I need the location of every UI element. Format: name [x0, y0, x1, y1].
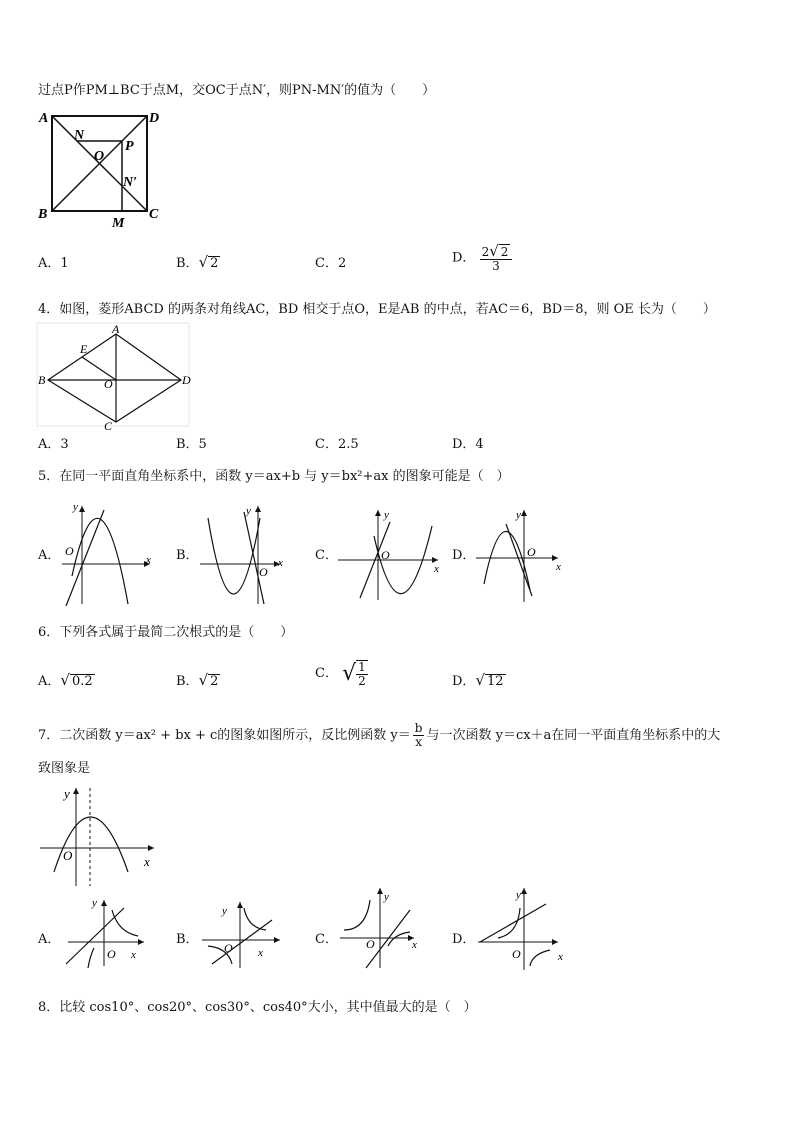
q7-stem-line2: 致图象是: [38, 761, 91, 776]
q3-square-figure: [36, 108, 166, 230]
q6-option-a[interactable]: A．√ 0.2: [38, 671, 93, 689]
label-N-prime: N′: [123, 175, 138, 190]
svg-text:x: x: [146, 554, 151, 566]
svg-text:y: y: [384, 509, 389, 521]
q3-option-a[interactable]: A．1: [38, 256, 69, 271]
q7-option-c[interactable]: C．: [315, 932, 338, 947]
label-O: O: [94, 149, 105, 164]
svg-text:O: O: [527, 545, 536, 559]
svg-text:y: y: [73, 501, 78, 513]
svg-text:O: O: [224, 941, 233, 955]
q6-option-b[interactable]: B．√ 2: [176, 671, 219, 689]
q7-graph-c: [336, 886, 426, 970]
q8-stem: 8．比较 cos10°、cos20°、cos30°、cos40°大小，其中值最大的是（ ）: [38, 1000, 477, 1015]
svg-text:O: O: [107, 947, 116, 961]
q3-option-c[interactable]: C．2: [315, 256, 347, 271]
q4-option-b[interactable]: B．5: [176, 437, 207, 452]
q5-option-d[interactable]: D．: [452, 548, 476, 563]
svg-text:x: x: [412, 939, 417, 951]
label-P: P: [125, 139, 134, 154]
svg-text:y: y: [246, 505, 251, 517]
q7-graph-a: [60, 896, 150, 968]
svg-text:O: O: [65, 544, 74, 558]
svg-text:y: y: [222, 905, 227, 917]
q6-option-d[interactable]: D．√ 12: [452, 671, 504, 689]
q6-stem: 6．下列各式属于最简二次根式的是（ ）: [38, 625, 294, 640]
svg-text:y: y: [64, 786, 70, 801]
svg-text:O: O: [512, 947, 521, 961]
svg-text:O: O: [381, 548, 390, 562]
label-A: A: [39, 111, 49, 126]
q5-graph-a: [58, 496, 158, 608]
svg-text:x: x: [258, 947, 263, 959]
svg-text:x: x: [131, 949, 136, 961]
q5-stem: 5．在同一平面直角坐标系中，函数 y＝ax+b 与 y＝bx²+ax 的图象可能是（ ）: [38, 469, 510, 484]
q6-option-c[interactable]: C． √ $\frac{1}{2}$: [315, 660, 366, 688]
q3-stem: 过点P作PM⊥BC于点M，交OC于点N′，则PN-MN′的值为（ ）: [38, 83, 436, 98]
svg-text:x: x: [144, 854, 150, 869]
q7-graph-b: [198, 898, 288, 970]
q5-graph-c: [336, 506, 446, 606]
q4-option-a[interactable]: A．3: [38, 437, 69, 452]
svg-text:y: y: [92, 897, 97, 909]
svg-text:x: x: [434, 563, 439, 575]
svg-text:O: O: [259, 565, 268, 579]
q5-option-c[interactable]: C．: [315, 548, 338, 563]
label-A: A: [112, 322, 120, 336]
svg-text:O: O: [63, 848, 73, 863]
label-D: D: [182, 373, 191, 387]
q3-option-d[interactable]: D． $\frac{2√ 2}{3}$: [452, 244, 512, 273]
q7-parabola-figure: [36, 782, 166, 890]
q5-graph-d: [474, 504, 564, 606]
label-C: C: [104, 419, 113, 430]
svg-text:x: x: [556, 561, 561, 573]
q7-option-a[interactable]: A．: [38, 932, 61, 947]
q5-option-a[interactable]: A．: [38, 548, 61, 563]
q7-stem-line1: 7．二次函数 y＝ax² + bx + c的图象如图所示，反比例函数 y＝ $\frac{b}{x}$ 与一次函数 y＝cx＋a在同一平面直角坐标系中的大: [38, 721, 721, 749]
q4-rhombus-figure: [36, 322, 196, 430]
q7-option-b[interactable]: B．: [176, 932, 199, 947]
label-C: C: [149, 207, 159, 222]
label-N: N: [74, 128, 85, 143]
q4-option-c[interactable]: C．2.5: [315, 437, 359, 452]
q3-option-b[interactable]: B．√ 2: [176, 253, 219, 271]
q5-graph-b: [198, 500, 298, 608]
label-M: M: [112, 216, 125, 230]
label-B: B: [38, 207, 48, 222]
q4-stem: 4．如图，菱形ABCD 的两条对角线AC，BD 相交于点O，E是AB 的中点，若AC＝6，BD＝8，则 OE 长为（ ）: [38, 302, 716, 317]
q5-option-b[interactable]: B．: [176, 548, 199, 563]
svg-text:x: x: [278, 557, 283, 569]
svg-text:y: y: [516, 509, 521, 521]
svg-text:y: y: [384, 891, 389, 903]
label-E: E: [80, 342, 88, 356]
q7-option-d[interactable]: D．: [452, 932, 476, 947]
label-O: O: [104, 377, 113, 391]
label-B: B: [38, 373, 46, 387]
label-D: D: [149, 111, 160, 126]
svg-text:x: x: [558, 951, 563, 963]
q7-graph-d: [474, 886, 570, 970]
svg-text:y: y: [516, 889, 521, 901]
q4-option-d[interactable]: D．4: [452, 437, 484, 452]
svg-text:O: O: [366, 937, 375, 951]
